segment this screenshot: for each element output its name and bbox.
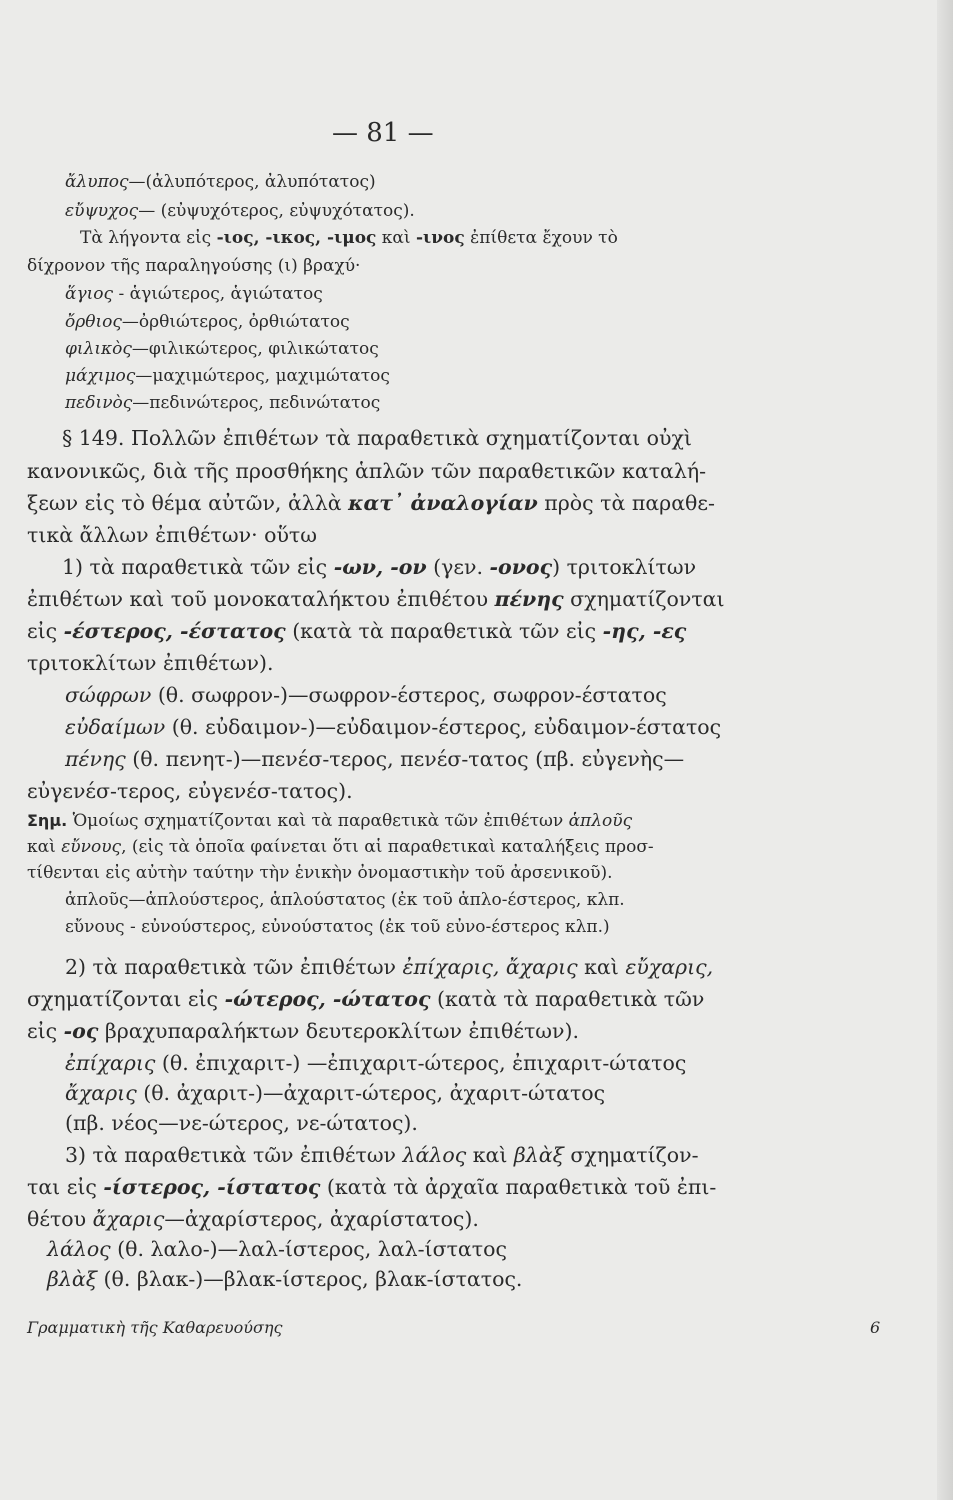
text-line: φιλικὸς—φιλικώτερος, φιλικώτατος [65, 339, 379, 359]
text-line: 1) τὰ παραθετικὰ τῶν εἰς -ων, -ον (γεν. -ονος) τριτοκλίτων [62, 555, 697, 579]
note-line: εὔνους - εὐνούστερος, εὐνούστατος (ἐκ τοῦ εὐνο-έστερος κλπ.) [65, 917, 610, 937]
text-line: δίχρονον τῆς παραληγούσης (ι) βραχύ· [27, 256, 361, 276]
text-line: εἰς -ος βραχυπαραλήκτων δευτεροκλίτων ἐπιθέτων). [27, 1019, 579, 1043]
note-line: τίθενται εἰς αὐτὴν ταύτην τὴν ἑνικὴν ὀνομαστικὴν τοῦ ἀρσενικοῦ). [27, 863, 613, 883]
text-line: εὔψυχος— (εὐψυχότερος, εὐψυχότατος). [65, 201, 415, 221]
text-line: ἐπιθέτων καὶ τοῦ μονοκαταλήκτου ἐπιθέτου πένης σχηματίζονται [27, 587, 725, 611]
note-line: ἁπλοῦς—ἁπλούστερος, ἁπλούστατος (ἐκ τοῦ ἁπλο-έστερος, κλπ. [65, 890, 625, 910]
text-line: κανονικῶς, διὰ τῆς προσθήκης ἁπλῶν τῶν παραθετικῶν καταλή- [27, 459, 707, 483]
text-line: 3) τὰ παραθετικὰ τῶν ἐπιθέτων λάλος καὶ βλὰξ σχηματίζον- [65, 1143, 699, 1167]
text-line: ται εἰς -ίστερος, -ίστατος (κατὰ τὰ ἀρχαῖα παραθετικὰ τοῦ ἐπι- [27, 1175, 717, 1199]
text-line: μάχιμος—μαχιμώτερος, μαχιμώτατος [65, 366, 390, 386]
section-heading-149: § 149. Πολλῶν ἐπιθέτων τὰ παραθετικὰ σχηματίζονται οὐχὶ [62, 426, 692, 450]
text-line: τικὰ ἄλλων ἐπιθέτων· οὕτω [27, 523, 317, 547]
text-line: εὐγενέσ-τερος, εὐγενέσ-τατος). [27, 779, 353, 803]
text-line: σώφρων (θ. σωφρον-)—σωφρον-έστερος, σωφρον-έστατος [65, 683, 667, 707]
text-line: πένης (θ. πενητ-)—πενέσ-τερος, πενέσ-τατος (πβ. εὐγενὴς— [65, 747, 685, 771]
text-line: εὐδαίμων (θ. εὐδαιμον-)—εὐδαιμον-έστερος, εὐδαιμον-έστατος [65, 715, 722, 739]
text-line: ἄχαρις (θ. ἀχαριτ-)—ἀχαριτ-ώτερος, ἀχαριτ-ώτατος [65, 1081, 606, 1105]
note-line: Σημ. Ὁμοίως σχηματίζονται καὶ τὰ παραθετικὰ τῶν ἐπιθέτων ἁπλοῦς [27, 811, 633, 831]
text-line: ἅγιος - ἁγιώτερος, ἁγιώτατος [65, 284, 323, 304]
text-line: ξεων εἰς τὸ θέμα αὐτῶν, ἀλλὰ κατ᾽ ἀναλογίαν πρὸς τὰ παραθε- [27, 491, 715, 515]
note-line: καὶ εὔνους, (εἰς τὰ ὁποῖα φαίνεται ὅτι αἱ παραθετικαὶ καταλήξεις προσ- [27, 837, 654, 857]
text-line: θέτου ἄχαρις—ἀχαρίστερος, ἀχαρίστατος). [27, 1207, 479, 1231]
text-line: ἐπίχαρις (θ. ἐπιχαριτ-) —ἐπιχαριτ-ώτερος, ἐπιχαριτ-ώτατος [65, 1051, 687, 1075]
page-number: — 81 — [332, 118, 434, 148]
signature-mark: 6 [870, 1318, 881, 1337]
text-line: εἰς -έστερος, -έστατος (κατὰ τὰ παραθετικὰ τῶν εἰς -ης, -ες [27, 619, 687, 643]
text-line: τριτοκλίτων ἐπιθέτων). [27, 651, 274, 675]
text-line: Τὰ λήγοντα εἰς -ιος, -ικος, -ιμος καὶ -ινος ἐπίθετα ἔχουν τὸ [80, 228, 618, 248]
note-label: Σημ. [27, 811, 68, 830]
text-line: σχηματίζονται εἰς -ώτερος, -ώτατος (κατὰ τὰ παραθετικὰ τῶν [27, 987, 705, 1011]
page-edge [937, 0, 953, 1500]
text-line: ὄρθιος—ὀρθιώτερος, ὀρθιώτατος [65, 312, 350, 332]
running-footer-title: Γραμματικὴ τῆς Καθαρευούσης [27, 1318, 283, 1337]
text-line: λάλος (θ. λαλο-)—λαλ-ίστερος, λαλ-ίστατος [47, 1237, 507, 1261]
text-line: ἄλυπος—(ἀλυπότερος, ἀλυπότατος) [65, 172, 376, 192]
text-line: βλὰξ (θ. βλακ-)—βλακ-ίστερος, βλακ-ίστατος. [47, 1267, 523, 1291]
text-line: πεδινὸς—πεδινώτερος, πεδινώτατος [65, 393, 381, 413]
text-line: 2) τὰ παραθετικὰ τῶν ἐπιθέτων ἐπίχαρις, ἄχαρις καὶ εὔχαρις, [65, 955, 714, 979]
text-line: (πβ. νέος—νε-ώτερος, νε-ώτατος). [65, 1111, 418, 1135]
